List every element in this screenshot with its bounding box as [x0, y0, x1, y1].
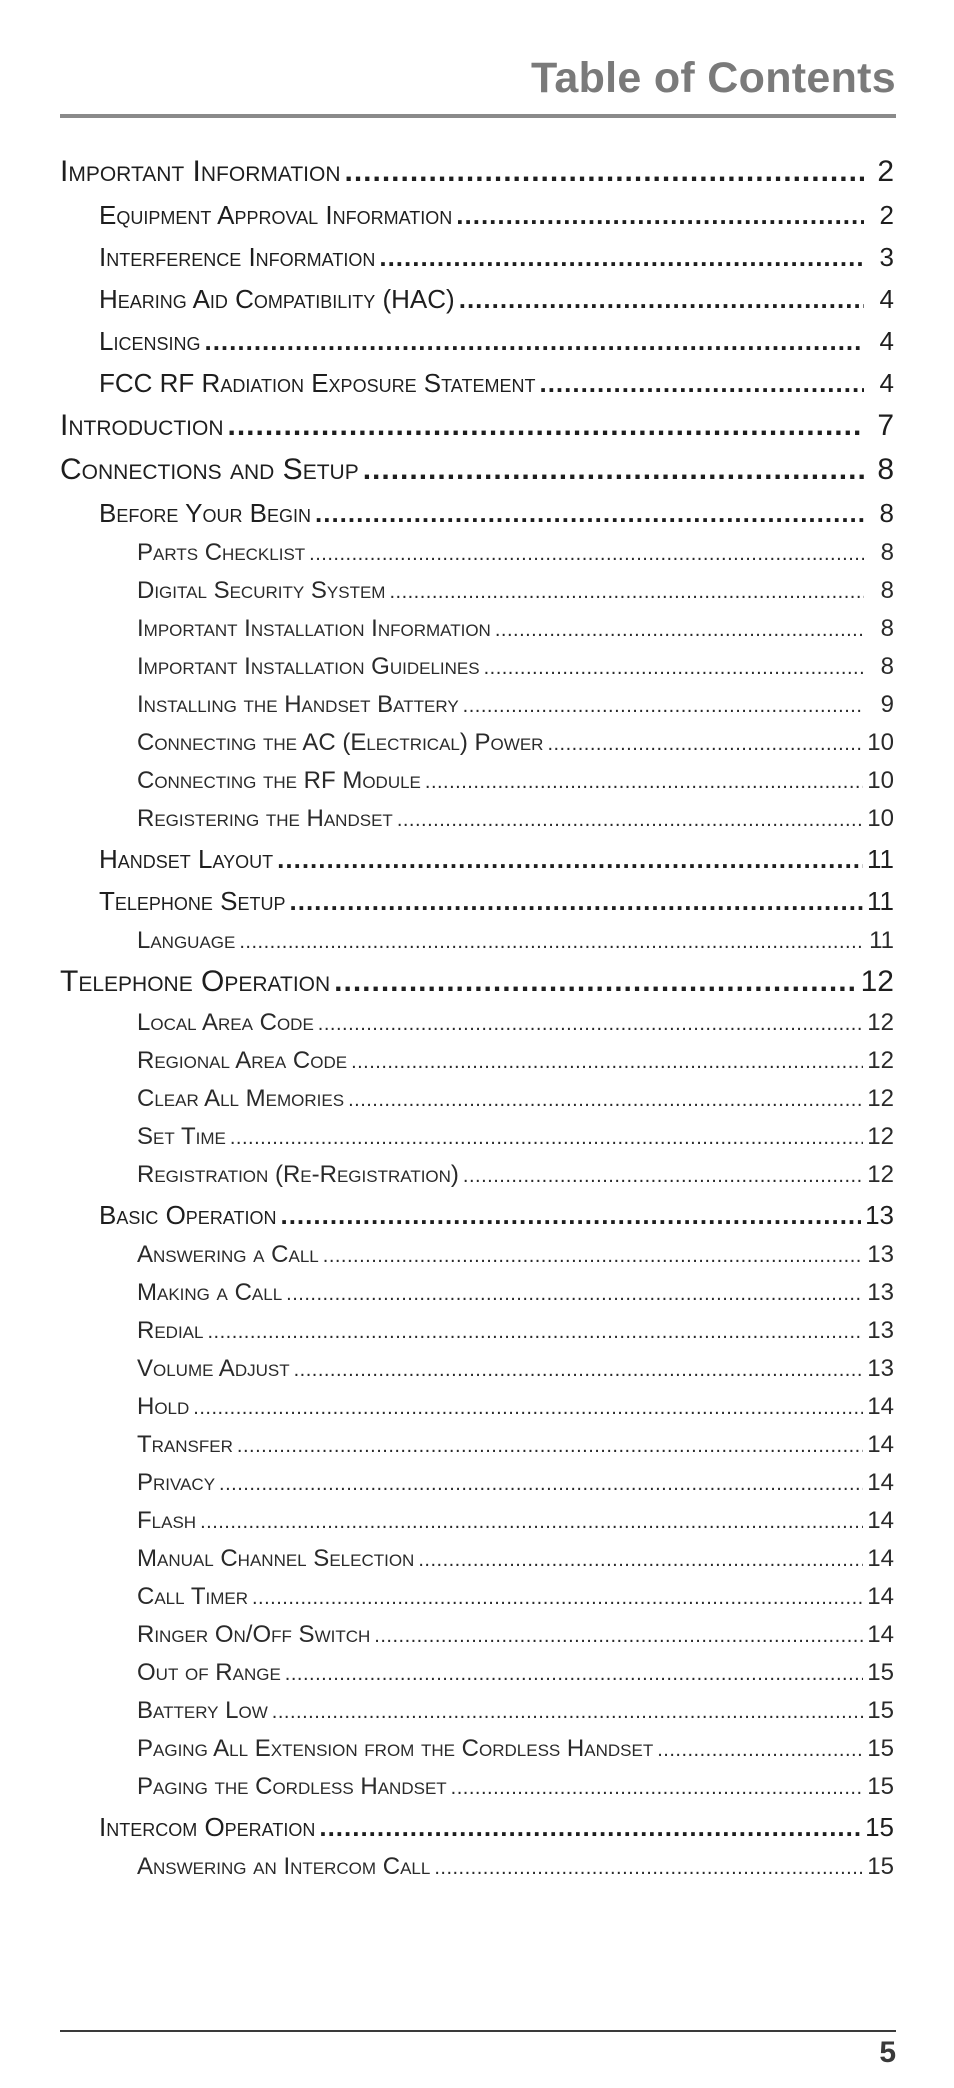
toc-entry-title: Basic Operation [99, 1200, 277, 1230]
toc-entry[interactable] [60, 150, 894, 194]
toc-dot-leader [207, 1313, 863, 1351]
toc-entry[interactable] [60, 1194, 894, 1236]
toc-entry-page: 7 [877, 409, 894, 442]
toc-entry-title: Language [137, 927, 236, 954]
toc-entry-title: Important Installation Information [137, 615, 491, 642]
toc-entry-page: 10 [867, 805, 894, 832]
toc-entry[interactable] [60, 278, 894, 320]
toc-entry[interactable] [60, 1616, 894, 1654]
toc-entry-title: Making a Call [137, 1279, 283, 1306]
toc-entry-page: 10 [867, 729, 894, 756]
toc-entry-page: 15 [867, 1697, 894, 1724]
toc-entry[interactable] [60, 1080, 894, 1118]
toc-entry[interactable] [60, 1312, 894, 1350]
toc-entry-page: 15 [867, 1659, 894, 1686]
toc-entry[interactable] [60, 1236, 894, 1274]
toc-dot-leader [200, 1503, 863, 1541]
toc-entry[interactable] [60, 1502, 894, 1540]
toc-entry-page: 14 [867, 1431, 894, 1458]
toc-entry-title: Connections and Setup [60, 453, 359, 486]
toc-entry[interactable] [60, 236, 894, 278]
toc-entry[interactable] [60, 1004, 894, 1042]
toc-entry[interactable] [60, 1388, 894, 1426]
toc-dot-leader [237, 1427, 863, 1465]
toc-entry-title: Privacy [137, 1469, 216, 1496]
toc-entry-title: Important Information [60, 155, 341, 188]
page-title: Table of Contents [530, 54, 896, 102]
toc-dot-leader [272, 1693, 864, 1731]
toc-entry-page: 14 [867, 1393, 894, 1420]
toc-entry-title: Before Your Begin [99, 498, 312, 528]
toc-entry-title: Connecting the RF Module [137, 767, 421, 794]
toc-entry[interactable] [60, 572, 894, 610]
toc-entry[interactable] [60, 448, 894, 492]
toc-entry[interactable] [60, 1350, 894, 1388]
toc-entry[interactable] [60, 1730, 894, 1768]
toc-entry-page: 13 [867, 1279, 894, 1306]
toc-dot-leader [280, 1194, 861, 1236]
toc-dot-leader [539, 362, 864, 404]
toc-entry-title: Interference Information [99, 242, 376, 272]
toc-dot-leader [285, 1655, 864, 1693]
toc-dot-leader [290, 880, 864, 922]
toc-dot-leader [294, 1351, 864, 1389]
toc-entry-title: Introduction [60, 409, 224, 442]
toc-entry-page: 12 [867, 1123, 894, 1150]
toc-entry-title: Hearing Aid Compatibility (HAC) [99, 284, 455, 314]
table-of-contents [60, 150, 894, 1886]
toc-entry[interactable] [60, 194, 894, 236]
toc-entry-page: 10 [867, 767, 894, 794]
toc-dot-leader [309, 535, 864, 573]
toc-entry-title: Important Installation Guidelines [137, 653, 480, 680]
toc-entry-page: 11 [869, 927, 894, 954]
toc-dot-leader [204, 320, 864, 362]
toc-entry-title: Paging All Extension from the Cordless Handset [137, 1735, 654, 1762]
toc-entry[interactable] [60, 1806, 894, 1848]
toc-dot-leader [252, 1579, 863, 1617]
toc-entry[interactable] [60, 1848, 894, 1886]
toc-entry-page: 8 [880, 653, 894, 680]
toc-dot-leader [495, 611, 864, 649]
toc-entry-page: 14 [867, 1507, 894, 1534]
toc-entry-page: 9 [880, 691, 894, 718]
toc-entry-title: Regional Area Code [137, 1047, 348, 1074]
toc-entry[interactable] [60, 800, 894, 838]
toc-dot-leader [456, 194, 864, 236]
toc-entry[interactable] [60, 492, 894, 534]
toc-entry-page: 15 [867, 1773, 894, 1800]
toc-entry-page: 13 [867, 1241, 894, 1268]
toc-entry-title: Battery Low [137, 1697, 268, 1724]
toc-entry-title: Flash [137, 1507, 197, 1534]
toc-entry[interactable] [60, 762, 894, 800]
toc-entry-page: 2 [879, 200, 894, 230]
toc-dot-leader [363, 448, 864, 492]
toc-entry-page: 13 [865, 1200, 894, 1230]
toc-entry[interactable] [60, 686, 894, 724]
toc-entry-title: Equipment Approval Information [99, 200, 453, 230]
toc-entry-page: 8 [880, 539, 894, 566]
toc-entry-page: 8 [877, 453, 894, 486]
toc-entry[interactable] [60, 1540, 894, 1578]
toc-dot-leader [318, 1005, 864, 1043]
toc-entry[interactable] [60, 362, 894, 404]
toc-dot-leader [389, 573, 864, 611]
toc-dot-leader [345, 150, 865, 194]
toc-entry[interactable] [60, 838, 894, 880]
toc-entry-title: Licensing [99, 326, 201, 356]
page-number: 5 [879, 2036, 896, 2069]
toc-dot-leader [277, 838, 863, 880]
toc-entry[interactable] [60, 534, 894, 572]
toc-entry-title: Connecting the AC (Electrical) Power [137, 729, 544, 756]
toc-dot-leader [379, 236, 864, 278]
toc-entry-title: FCC RF Radiation Exposure Statement [99, 368, 536, 398]
toc-entry-page: 15 [867, 1853, 894, 1880]
toc-entry-title: Intercom Operation [99, 1812, 316, 1842]
toc-entry-page: 4 [879, 368, 894, 398]
toc-entry-page: 12 [867, 1009, 894, 1036]
toc-entry-page: 15 [865, 1812, 894, 1842]
page-header [60, 48, 896, 118]
toc-dot-leader [193, 1389, 863, 1427]
toc-entry[interactable] [60, 880, 894, 922]
toc-entry-title: Parts Checklist [137, 539, 306, 566]
toc-entry[interactable] [60, 648, 894, 686]
toc-entry[interactable] [60, 404, 894, 448]
toc-entry-title: Registration (Re-Registration) [137, 1161, 459, 1188]
toc-entry-title: Out of Range [137, 1659, 281, 1686]
toc-entry-page: 8 [880, 615, 894, 642]
toc-dot-leader [425, 763, 863, 801]
toc-dot-leader [351, 1043, 863, 1081]
toc-entry-title: Redial [137, 1317, 204, 1344]
toc-entry[interactable] [60, 1118, 894, 1156]
toc-dot-leader [239, 923, 864, 961]
toc-entry-page: 13 [867, 1317, 894, 1344]
toc-dot-leader [547, 725, 863, 763]
toc-entry-title: Set Time [137, 1123, 226, 1150]
toc-entry-page: 13 [867, 1355, 894, 1382]
toc-entry-page: 12 [867, 1161, 894, 1188]
toc-entry-page: 14 [867, 1583, 894, 1610]
toc-entry-title: Manual Channel Selection [137, 1545, 415, 1572]
toc-dot-leader [323, 1237, 864, 1275]
toc-dot-leader [463, 1157, 863, 1195]
toc-dot-leader [484, 649, 864, 687]
toc-entry-title: Ringer On/Off Switch [137, 1621, 371, 1648]
toc-entry-page: 8 [880, 577, 894, 604]
toc-dot-leader [397, 801, 863, 839]
toc-entry-page: 15 [867, 1735, 894, 1762]
toc-dot-leader [463, 687, 864, 725]
toc-dot-leader [315, 492, 864, 534]
toc-dot-leader [657, 1731, 863, 1769]
toc-dot-leader [319, 1806, 861, 1848]
toc-entry[interactable] [60, 922, 894, 960]
toc-entry-page: 12 [867, 1085, 894, 1112]
toc-entry-page: 12 [860, 965, 894, 998]
toc-dot-leader [334, 960, 856, 1004]
toc-entry-page: 3 [879, 242, 894, 272]
toc-entry-title: Paging the Cordless Handset [137, 1773, 447, 1800]
toc-dot-leader [434, 1849, 863, 1887]
toc-entry-title: Call Timer [137, 1583, 248, 1610]
toc-entry[interactable] [60, 1042, 894, 1080]
toc-entry-title: Handset Layout [99, 844, 274, 874]
toc-entry-page: 8 [879, 498, 894, 528]
toc-entry[interactable] [60, 610, 894, 648]
toc-entry-page: 2 [877, 155, 894, 188]
toc-entry-title: Registering the Handset [137, 805, 393, 832]
toc-entry[interactable] [60, 960, 894, 1004]
toc-entry-page: 14 [867, 1469, 894, 1496]
toc-entry[interactable] [60, 1274, 894, 1312]
toc-dot-leader [230, 1119, 863, 1157]
toc-entry-title: Hold [137, 1393, 190, 1420]
toc-entry-page: 11 [867, 886, 894, 916]
toc-entry-title: Answering a Call [137, 1241, 319, 1268]
toc-entry-page: 12 [867, 1047, 894, 1074]
toc-entry[interactable] [60, 1692, 894, 1730]
toc-entry-title: Telephone Setup [99, 886, 286, 916]
toc-dot-leader [418, 1541, 863, 1579]
toc-dot-leader [348, 1081, 863, 1119]
toc-dot-leader [451, 1769, 864, 1807]
toc-entry-title: Clear All Memories [137, 1085, 345, 1112]
toc-entry-page: 4 [879, 284, 894, 314]
toc-dot-leader [374, 1617, 863, 1655]
toc-entry-title: Telephone Operation [60, 965, 331, 998]
toc-dot-leader [459, 278, 864, 320]
footer-rule [60, 2030, 896, 2032]
toc-entry[interactable] [60, 1654, 894, 1692]
toc-entry-title: Volume Adjust [137, 1355, 290, 1382]
toc-entry[interactable] [60, 320, 894, 362]
toc-dot-leader [286, 1275, 863, 1313]
toc-entry-page: 14 [867, 1621, 894, 1648]
toc-entry[interactable] [60, 1426, 894, 1464]
toc-entry-page: 11 [867, 844, 894, 874]
toc-entry-title: Installing the Handset Battery [137, 691, 459, 718]
toc-entry-page: 14 [867, 1545, 894, 1572]
toc-entry-page: 4 [879, 326, 894, 356]
toc-entry-title: Local Area Code [137, 1009, 314, 1036]
toc-dot-leader [219, 1465, 863, 1503]
toc-entry-title: Digital Security System [137, 577, 386, 604]
toc-entry[interactable] [60, 1156, 894, 1194]
toc-entry[interactable] [60, 1464, 894, 1502]
toc-entry[interactable] [60, 1768, 894, 1806]
toc-entry-title: Transfer [137, 1431, 233, 1458]
toc-entry[interactable] [60, 724, 894, 762]
toc-entry[interactable] [60, 1578, 894, 1616]
toc-entry-title: Answering an Intercom Call [137, 1853, 431, 1880]
toc-dot-leader [228, 404, 865, 448]
